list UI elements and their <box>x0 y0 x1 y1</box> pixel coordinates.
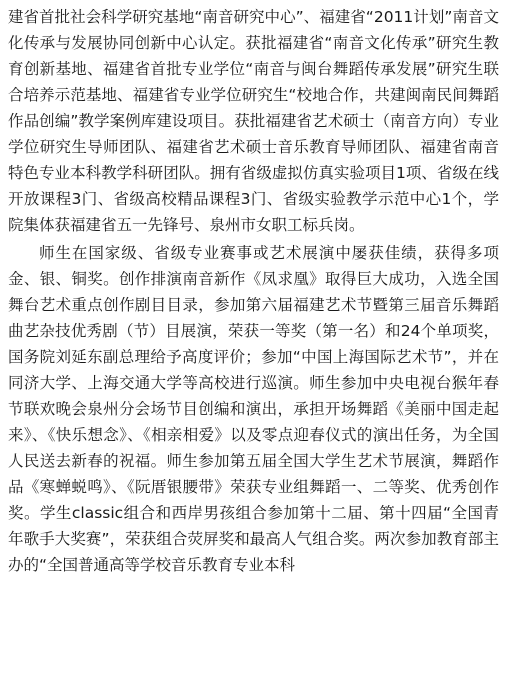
paragraph-research-bases: 建省首批社会科学研究基地“南音研究中心”、福建省“2011计划”南音文化传承与发展协同创新中心认定。获批福建省“南音文化传承”研究生教育创新基地、福建省首批专业学位“南音与闽台舞蹈传承发展”研究生联合培养示范基地、福建省专业学位研究生“校地合作，共建闽南民间舞蹈作品创编”教学案例库建设项目。获批福建省艺术硕士（南音方向）专业学位研究生导师团队、福建省艺术硕士音乐教育导师团队、福建省南音特色专业本科教学科研团队。拥有省级虚拟仿真实验项目1项、省级在线开放课程3门、省级高校精品课程3门、省级实验教学示范中心1个，学院集体获福建省五一先锋号、泉州市女职工标兵岗。 <box>8 8 499 234</box>
paragraph-student-achievements: 师生在国家级、省级专业赛事或艺术展演中屡获佳绩，获得多项金、银、铜奖。创作排演南音新作《凤求凰》取得巨大成功，入选全国舞台艺术重点创作剧目目录，参加第六届福建艺术节暨第三届音乐舞蹈曲艺杂技优秀剧（节）目展演，荣获一等奖（第一名）和24个单项奖，国务院刘延东副总理给予高度评价；参加“中国上海国际艺术节”，并在同济大学、上海交通大学等高校进行巡演。师生参加中央电视台猴年春节联欢晚会泉州分会场节目创编和演出，承担开场舞蹈《美丽中国走起来》、《快乐想念》、《相亲相爱》以及零点迎春仪式的演出任务，为全国人民送去新春的祝福。师生参加第五届全国大学生艺术节展演，舞蹈作品《寒蝉蜕鸣》、《阮厝银腰带》荣获专业组舞蹈一、二等奖、优秀创作奖。学生classic组合和西岸男孩组合参加第十二届、第十四届“全国青年歌手大奖赛”，荣获组合荧屏奖和最高人气组合奖。两次参加教育部主办的“全国普通高等学校音乐教育专业本科 <box>8 244 499 574</box>
